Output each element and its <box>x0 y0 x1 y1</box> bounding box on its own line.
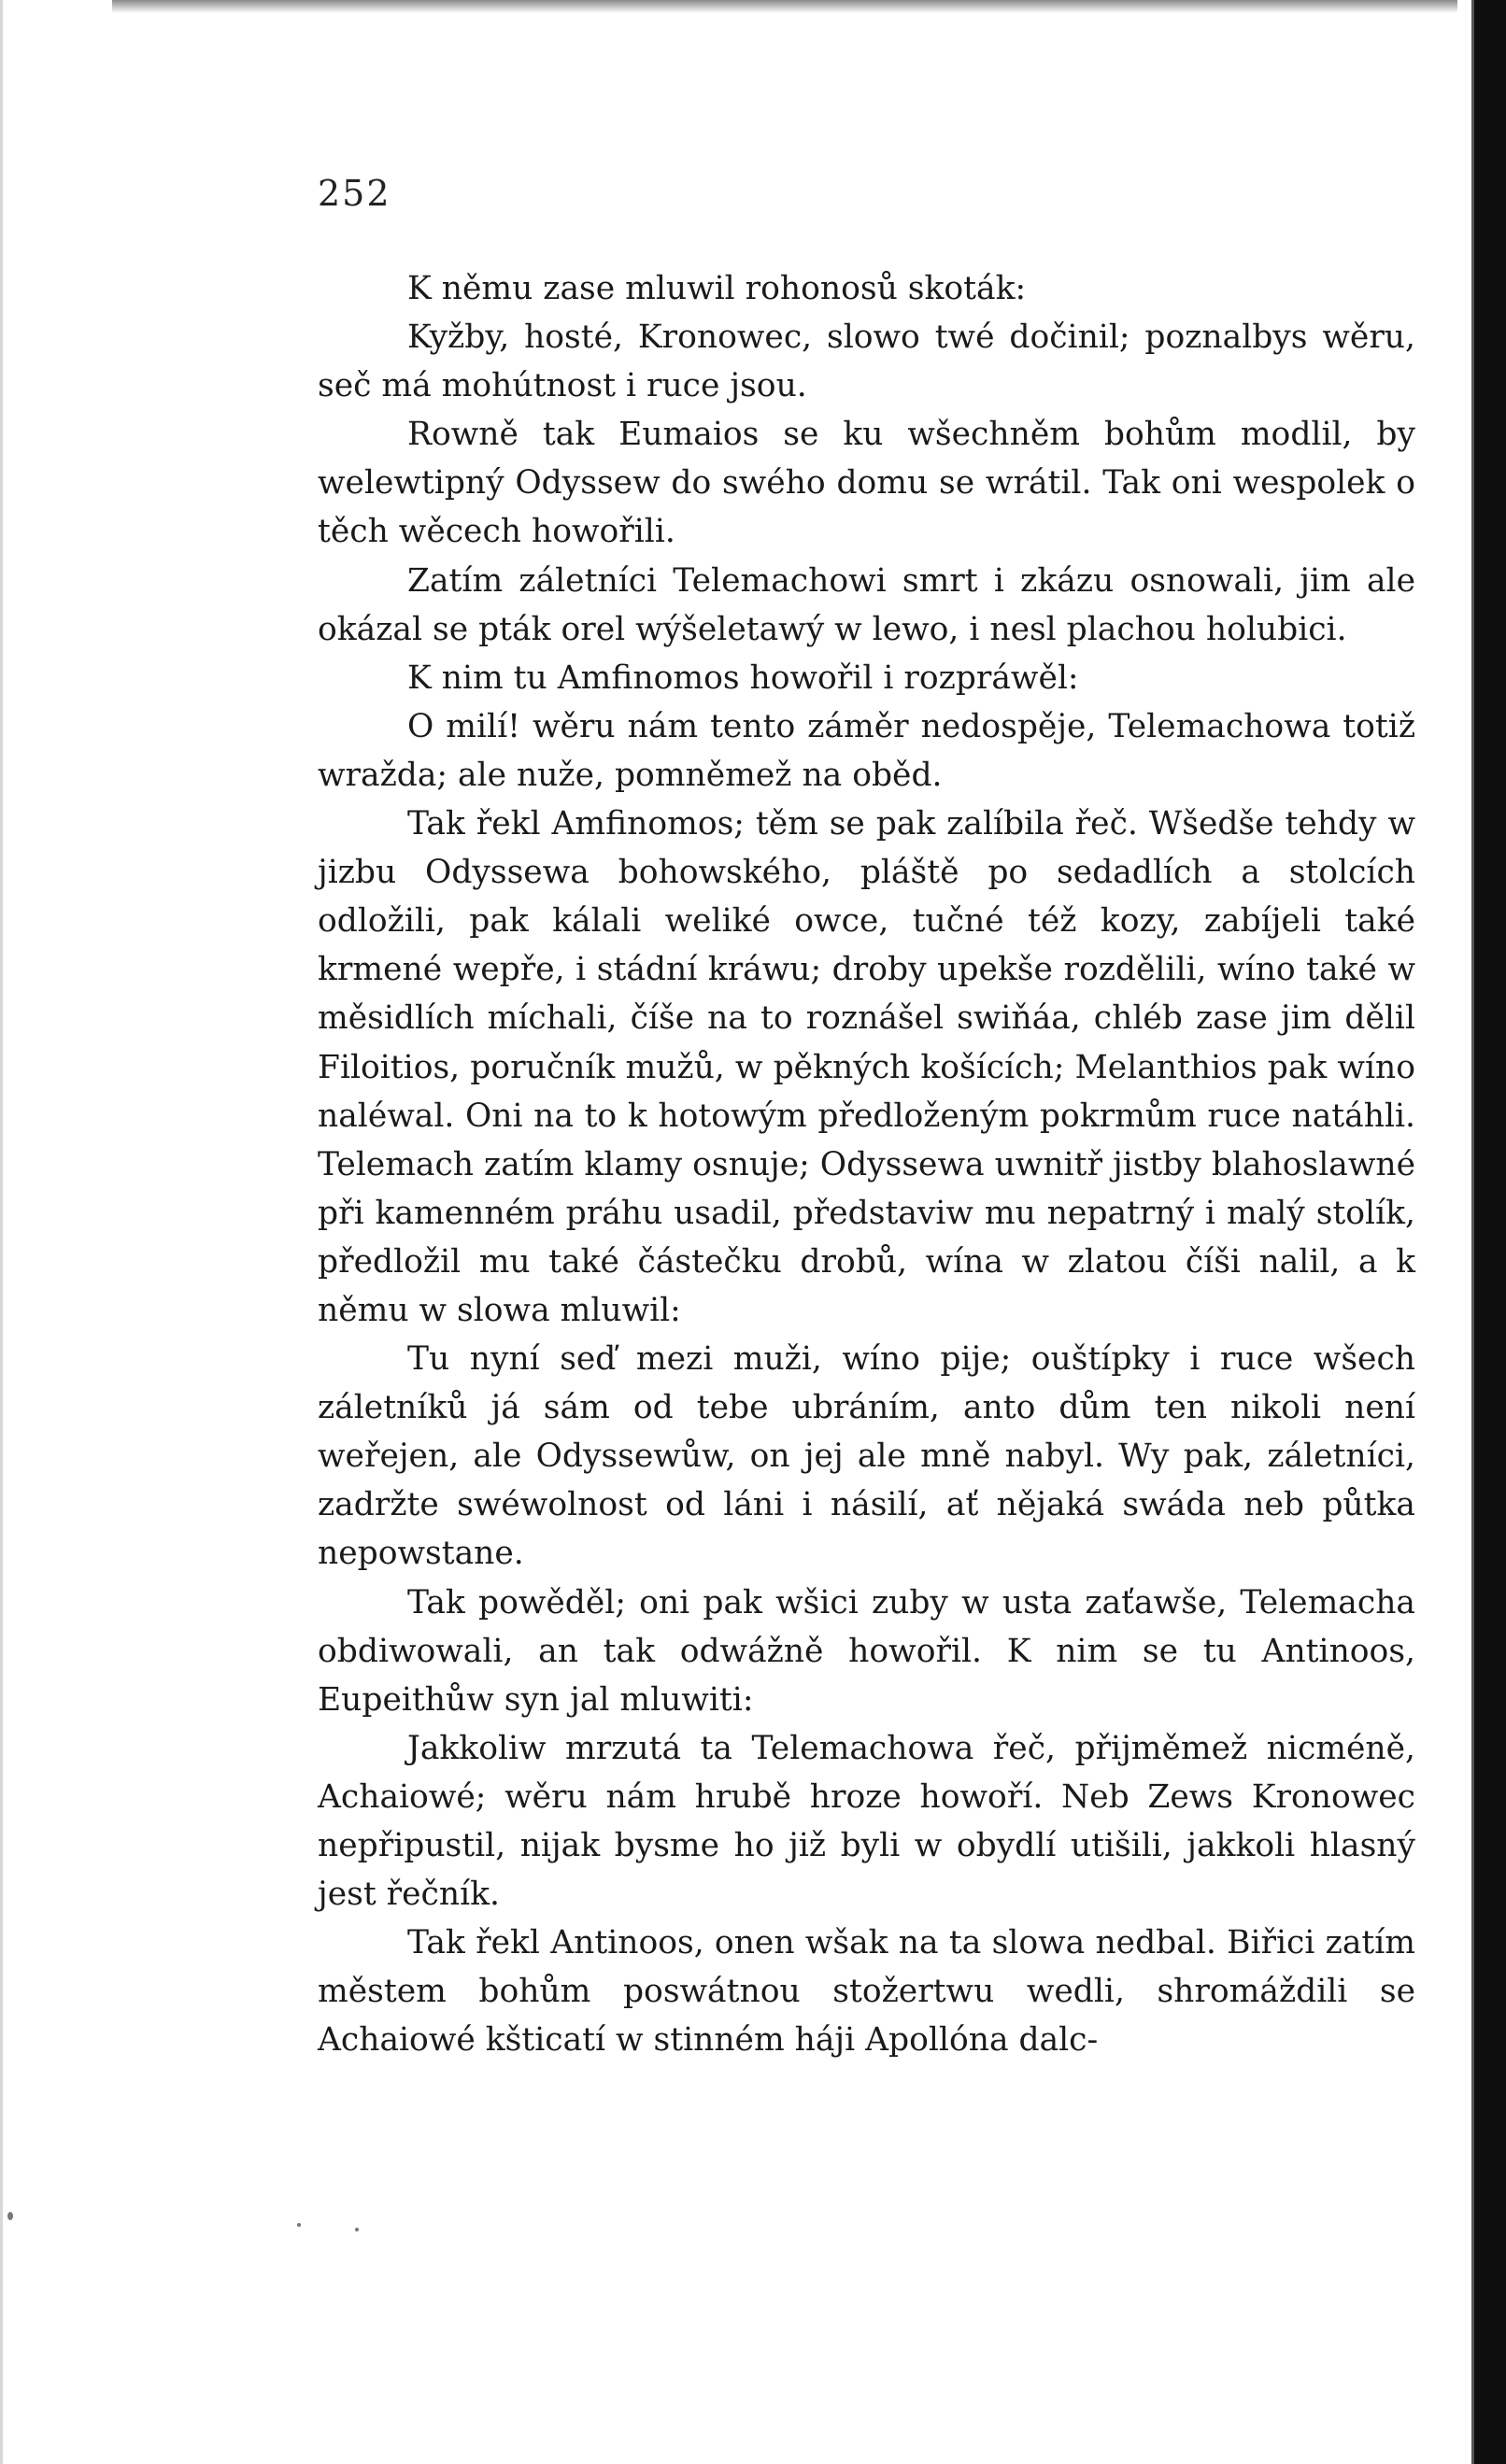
page-number: 252 <box>318 173 391 214</box>
paragraph: K němu zase mluwil rohonosů skoták: <box>407 270 1027 307</box>
paragraph: Rowně tak Eumaios se ku wšechněm bohům modlil, by welewtipný Odyssew do swého domu se wrátil. Tak oni wespolek o těch wěcech howořili. <box>318 416 1415 551</box>
scan-left-edge <box>0 0 3 2464</box>
paragraph: Tak řekl Antinoos, onen wšak na ta slowa nedbal. Biřici zatím městem bohům poswátnou stožertwu wedli, shromáždili se Achaiowé kšticatí w stinném háji Apollóna dalc- <box>318 1924 1415 2060</box>
paragraph: Tak powěděl; oni pak wšici zuby w usta zaťawše, Telemacha obdiwowali, an tak odwážně howořil. K nim se tu Antinoos, Eupeithůw syn jal mluwiti: <box>318 1583 1415 1719</box>
paragraph: Jakkoliw mrzutá ta Telemachowa řeč, přijměmež nicméně, Achaiowé; wěru nám hrubě hroze howoří. Neb Zews Kronowec nepřipustil, nijak bysme ho již byli w obydlí utišili, jakkoli hlasný jest řečník. <box>318 1729 1415 1914</box>
scan-speck <box>297 2223 301 2227</box>
paragraph: Zatím záletníci Telemachowi smrt i zkázu osnowali, jim ale okázal se pták orel wýšeletawý w lewo, i nesl plachou holubici. <box>318 561 1415 648</box>
paragraph: Kyžby, hosté, Kronowec, slowo twé dočinil; poznalbys wěru, seč má mohútnost i ruce jsou. <box>318 319 1415 405</box>
scan-speck <box>7 2212 13 2220</box>
paragraph: Tak řekl Amfinomos; těm se pak zalíbila řeč. Wšedše tehdy w jizbu Odyssewa bohowského, pláště po sedadlích a stolcích odložili, pak kálali weliké owce, tučné též kozy, zabíjeli také krmené wepře, i stádní kráwu; droby upekše rozdělili, wíno také w měsidlích míchali, číše na to roznášel swiňáa, chléb zase jim dělil Filoitios, poručník mužů, w pěkných košících; Melanthios pak wíno naléwal. Oni na to k hotowým předloženým pokrmům ruce natáhli. Telemach zatím klamy osnuje; Odyssewa uwnitř jistby blahoslawné při kamenném práhu usadil, představiw mu nepatrný i malý stolík, předložil mu také částečku drobů, wína w zlatou číši nalil, a k němu w slowa mluwil: <box>318 805 1415 1329</box>
scan-top-edge <box>112 0 1457 13</box>
scan-right-border <box>1474 0 1506 2464</box>
page-text <box>318 264 1415 2064</box>
paragraph: Tu nyní seď mezi muži, wíno pije; ouštípky i ruce wšech záletníků já sám od tebe ubráním, anto dům ten nikoli není weřejen, ale Odyssewůw, on jej ale mně nabyl. Wy pak, záletníci, zadržte swéwolnost od láni i násilí, ať nějaká swáda neb půtka nepowstane. <box>318 1340 1415 1573</box>
paragraph: K nim tu Amfinomos howořil i rozpráwěl: <box>407 658 1079 697</box>
scan-speck <box>355 2228 359 2231</box>
paragraph: O milí! wěru nám tento záměr nedospěje, Telemachowa totiž wražda; ale nuže, pomněmež na oběd. <box>318 707 1415 794</box>
